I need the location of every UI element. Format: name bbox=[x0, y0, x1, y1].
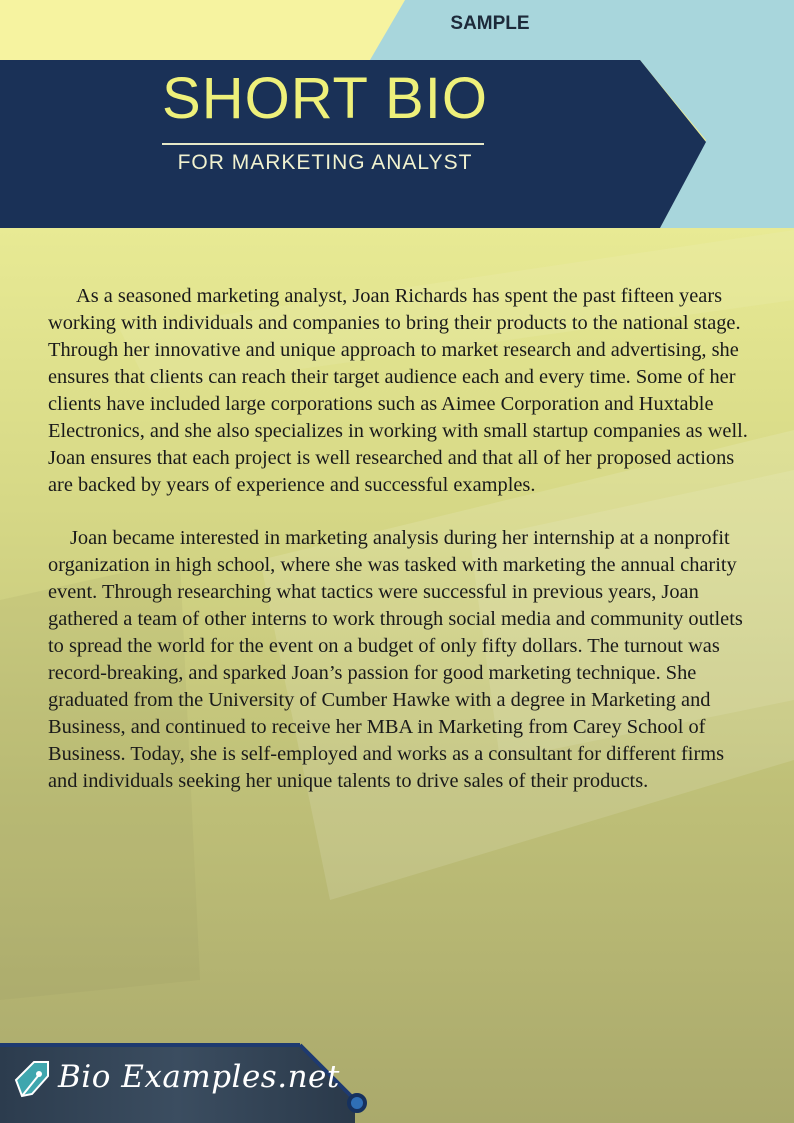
sample-label: SAMPLE bbox=[450, 13, 530, 34]
bio-paragraph-1: As a seasoned marketing analyst, Joan Richards has spent the past fifteen years working with individuals and companies to bring their products to the national stage. Through her innovative and unique approach to market research and advertising, she ensures that clients can reach their target audience each and every time. Some of her clients have included large corporations such as Aimee Corporation and Huxtable Electronics, and she also specializes in working with small startup companies as well. Joan ensures that each project is well researched and that all of her proposed actions are backed by years of experience and successful examples. bbox=[48, 285, 748, 496]
bio-body bbox=[48, 283, 750, 821]
logo-wordmark[interactable]: Bio Examples.net bbox=[58, 1059, 340, 1095]
page-subtitle: FOR MARKETING ANALYST bbox=[177, 151, 473, 174]
bio-paragraph-2: Joan became interested in marketing analysis during her internship at a nonprofit organization in high school, where she was tasked with marketing the annual charity event. Through researching what tactics were successful in previous years, Joan gathered a team of other interns to work through social media and community outlets to spread the world for the event on a budget of only fifty dollars. The turnout was record-breaking, and sparked Joan’s passion for good marketing technique. She graduated from the University of Cumber Hawke with a degree in Marketing and Business, and continued to receive her MBA in Marketing from Carey School of Business. Today, she is self-employed and works as a consultant for different firms and individuals seeking her unique talents to drive sales of their products. bbox=[48, 527, 743, 792]
pen-nib-icon bbox=[14, 1058, 58, 1102]
title-divider bbox=[162, 143, 484, 145]
page-title: SHORT BIO bbox=[162, 66, 488, 131]
